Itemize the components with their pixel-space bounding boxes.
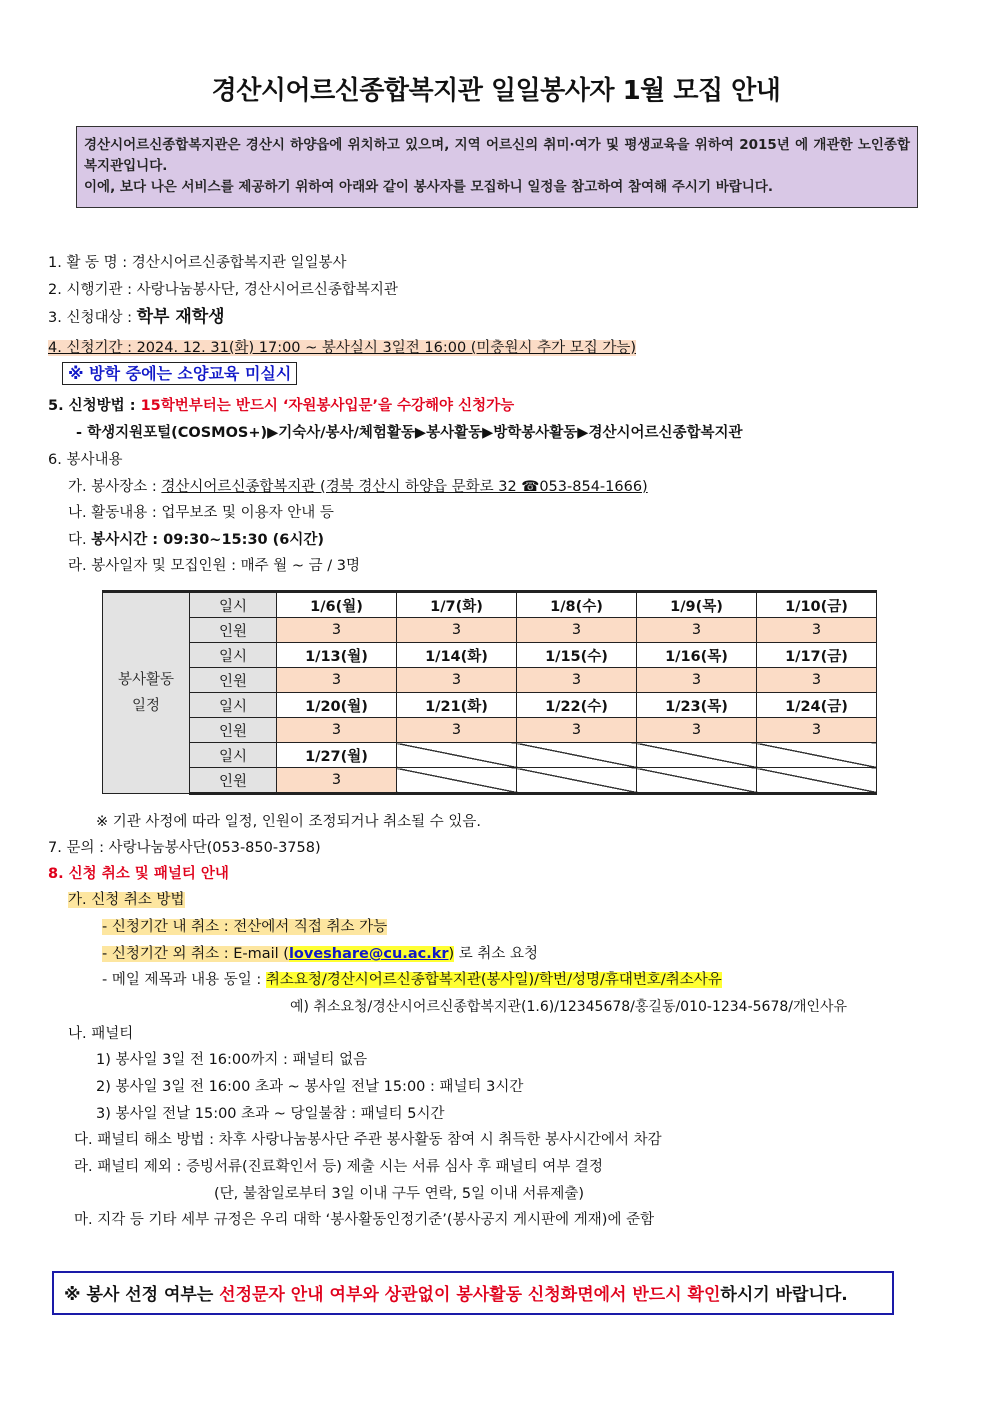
item-penalty-resolve: 다. 패널티 해소 방법 : 차후 사랑나눔봉사단 주관 봉사활동 참여 시 취득한 봉사시간에서 차감 [74, 1132, 662, 1148]
count-cell: 3 [277, 668, 397, 693]
date-cell: 1/17(금) [757, 643, 877, 668]
count-cell: 3 [757, 618, 877, 643]
item-place-value: 경산시어르신종합복지관 (경북 경산시 하양읍 문화로 32 ☎053-854-1666) [161, 479, 648, 495]
item-period [48, 338, 636, 358]
item-target-label: 3. 신청대상 : [48, 310, 137, 326]
intro-line-1: 경산시어르신종합복지관은 경산시 하양읍에 위치하고 있으며, 지역 어르신의 취미·여가 및 평생교육을 위하여 2015년 에 개관한 노인종합복지관입니다. [84, 137, 910, 174]
count-cell: 3 [757, 668, 877, 693]
schedule-side-label: 봉사활동 일정 [103, 592, 190, 794]
table-row [103, 743, 877, 768]
intro-line-2: 이에, 보다 나은 서비스를 제공하기 위하여 아래와 같이 봉사자를 모집하니 일정을 참고하여 참여해 주시기 바랍니다. [84, 179, 773, 195]
empty-cell [517, 743, 637, 768]
row-label-date: 일시 [190, 693, 277, 718]
item-cancel-out-period: - 신청기간 외 취소 : E-mail (loveshare@cu.ac.kr) 로 취소 요청 [102, 946, 539, 962]
schedule-table [102, 590, 877, 795]
count-cell: 3 [517, 618, 637, 643]
item-organizer: 2. 시행기관 : 사랑나눔봉사단, 경산시어르신종합복지관 [48, 282, 398, 298]
table-row [103, 668, 877, 693]
row-label-date: 일시 [190, 592, 277, 618]
item-place-label: 가. 봉사장소 : [68, 479, 162, 495]
cancel-email-link[interactable]: loveshare@cu.ac.kr [288, 946, 449, 962]
item-penalty: 나. 패널티 [68, 1026, 134, 1042]
count-cell: 3 [637, 668, 757, 693]
table-row [103, 592, 877, 618]
row-label-date: 일시 [190, 743, 277, 768]
count-cell: 3 [637, 718, 757, 743]
item-hours-label: 다. [68, 532, 92, 548]
item-cancel-method: 가. 신청 취소 방법 [68, 892, 185, 908]
penalty-rule-3: 3) 봉사일 전날 15:00 초과 ~ 당일불참 : 패널티 5시간 [96, 1106, 445, 1122]
item-place [68, 477, 648, 497]
table-row [103, 643, 877, 668]
count-cell: 3 [277, 718, 397, 743]
mail-format-example: 예) 취소요청/경산시어르신종합복지관(1.6)/12345678/홍길동/010-1234-5678/개인사유 [290, 999, 848, 1015]
count-cell: 3 [637, 618, 757, 643]
item-period-text: 4. 신청기간 : 2024. 12. 31(화) 17:00 ~ 봉사실시 3일전 16:00 (미충원시 추가 모집 가능) [48, 340, 636, 356]
page-title: 경산시어르신종합복지관 일일봉사자 1월 모집 안내 [211, 76, 781, 106]
item-method [48, 396, 514, 416]
penalty-rule-1: 1) 봉사일 3일 전 16:00까지 : 패널티 없음 [96, 1052, 368, 1068]
item-activity-name: 1. 활 동 명 : 경산시어르신종합복지관 일일봉사 [48, 255, 347, 271]
date-cell: 1/13(월) [277, 643, 397, 668]
count-cell: 3 [277, 768, 397, 794]
count-cell: 3 [397, 668, 517, 693]
empty-cell [637, 743, 757, 768]
item-method-path: - 학생지원포털(COSMOS+)▶기숙사/봉사/체험활동▶봉사활동▶방학봉사활동▶경산시어르신종합복지관 [76, 425, 743, 441]
count-cell: 3 [397, 618, 517, 643]
count-cell: 3 [277, 618, 397, 643]
item-hours [68, 530, 324, 550]
item-method-label: 5. 신청방법 : [48, 398, 141, 414]
item-content: 6. 봉사내용 [48, 452, 123, 468]
item-contact: 7. 문의 : 사랑나눔봉사단(053-850-3758) [48, 840, 321, 856]
date-cell: 1/15(수) [517, 643, 637, 668]
item-cancel-in-period: - 신청기간 내 취소 : 전산에서 직접 취소 가능 [102, 919, 388, 935]
item-mail-format: - 메일 제목과 내용 동일 : 취소요청/경산시어르신종합복지관(봉사일)/학번/성명/휴대번호/취소사유 [102, 972, 722, 988]
selection-notice: ※ 봉사 선정 여부는 선정문자 안내 여부와 상관없이 봉사활동 신청화면에서 반드시 확인하시기 바랍니다. [52, 1271, 894, 1315]
item-cancel-penalty: 8. 신청 취소 및 패널티 안내 [48, 866, 229, 882]
table-row [103, 718, 877, 743]
penalty-rule-2: 2) 봉사일 3일 전 16:00 초과 ~ 봉사일 전날 15:00 : 패널티 3시간 [96, 1079, 524, 1095]
date-cell: 1/27(월) [277, 743, 397, 768]
date-cell: 1/23(목) [637, 693, 757, 718]
item-cancel-in-period-row [102, 917, 387, 937]
item-other-rules: 마. 지각 등 기타 세부 규정은 우리 대학 ‘봉사활동인정기준’(봉사공지 게시판에 게재)에 준함 [74, 1212, 655, 1228]
mail-format-value: 취소요청/경산시어르신종합복지관(봉사일)/학번/성명/휴대번호/취소사유 [265, 972, 722, 988]
row-label-count: 인원 [190, 718, 277, 743]
row-label-count: 인원 [190, 768, 277, 794]
count-cell: 3 [397, 718, 517, 743]
table-row [103, 768, 877, 794]
table-row [103, 693, 877, 718]
empty-cell [517, 768, 637, 794]
count-cell: 3 [757, 718, 877, 743]
date-cell: 1/6(월) [277, 592, 397, 618]
empty-cell [397, 768, 517, 794]
row-label-count: 인원 [190, 668, 277, 693]
item-method-value: 15학번부터는 반드시 ‘자원봉사입문’을 수강해야 신청가능 [140, 398, 515, 414]
date-cell: 1/21(화) [397, 693, 517, 718]
item-cancel-method-row [68, 890, 185, 910]
count-cell: 3 [517, 668, 637, 693]
item-penalty-exclude-note: (단, 불참일로부터 3일 이내 구두 연락, 5일 이내 서류제출) [214, 1186, 585, 1202]
empty-cell [757, 743, 877, 768]
date-cell: 1/24(금) [757, 693, 877, 718]
item-penalty-exclude: 라. 패널티 제외 : 증빙서류(진료확인서 등) 제출 시는 서류 심사 후 패널티 여부 결정 [74, 1159, 603, 1175]
empty-cell [637, 768, 757, 794]
intro-box [76, 126, 918, 208]
date-cell: 1/20(월) [277, 693, 397, 718]
item-hours-value: 봉사시간 : 09:30~15:30 (6시간) [91, 532, 325, 548]
item-period-note-row [62, 364, 297, 385]
table-row [103, 618, 877, 643]
date-cell: 1/14(화) [397, 643, 517, 668]
date-cell: 1/7(화) [397, 592, 517, 618]
row-label-count: 인원 [190, 618, 277, 643]
item-period-note: ※ 방학 중에는 소양교육 미실시 [62, 362, 297, 385]
row-label-date: 일시 [190, 643, 277, 668]
item-activity: 나. 활동내용 : 업무보조 및 이용자 안내 등 [68, 505, 334, 521]
item-target-value: 학부 재학생 [136, 307, 225, 327]
date-cell: 1/9(목) [637, 592, 757, 618]
count-cell: 3 [517, 718, 637, 743]
empty-cell [757, 768, 877, 794]
date-cell: 1/22(수) [517, 693, 637, 718]
date-cell: 1/10(금) [757, 592, 877, 618]
item-dates-count: 라. 봉사일자 및 모집인원 : 매주 월 ~ 금 / 3명 [68, 558, 360, 574]
date-cell: 1/8(수) [517, 592, 637, 618]
item-target [48, 307, 225, 328]
empty-cell [397, 743, 517, 768]
table-note: ※ 기관 사정에 따라 일정, 인원이 조정되거나 취소될 수 있음. [96, 814, 482, 830]
date-cell: 1/16(목) [637, 643, 757, 668]
